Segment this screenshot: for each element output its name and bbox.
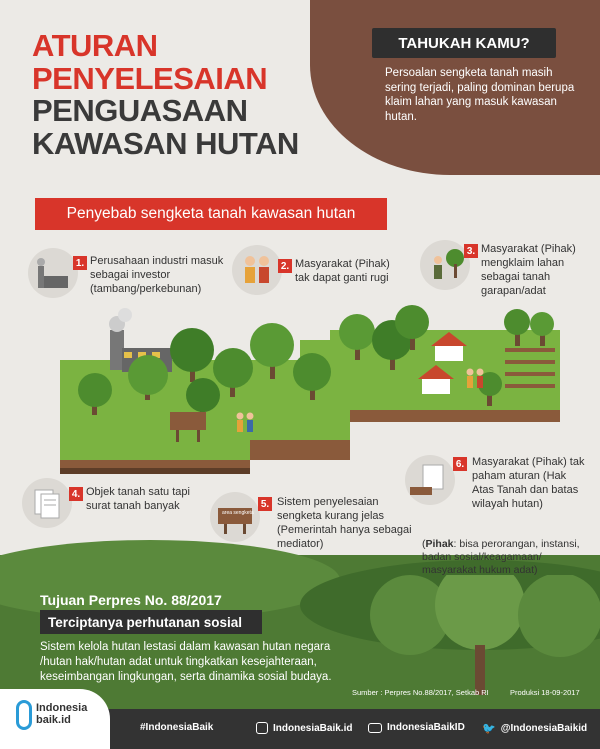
- goal-title: Tujuan Perpres No. 88/2017: [40, 592, 222, 608]
- cause-4-number: 4.: [69, 487, 83, 501]
- cause-2-text: Masyarakat (Pihak) tak dapat ganti rugi: [295, 258, 390, 285]
- cause-1-number: 1.: [73, 256, 87, 270]
- causes-banner: Penyebab sengketa tanah kawasan hutan: [35, 198, 387, 230]
- cause-2-number: 2.: [278, 259, 292, 273]
- title-line-2: PENYELESAIAN: [32, 60, 268, 96]
- document-icon: [22, 478, 72, 528]
- footer-hashtag[interactable]: #IndonesiaBaik: [140, 722, 214, 733]
- cause-4-text: Objek tanah satu tapi surat tanah banyak: [86, 486, 190, 513]
- page-title: [32, 30, 299, 160]
- regulation-icon: [405, 455, 455, 505]
- title-line-3: PENGUASAAN: [32, 93, 248, 129]
- dispute-sign-label: area sengketa: [222, 510, 254, 516]
- trees-illustration: [360, 575, 600, 695]
- pihak-note: (Pihak: bisa perorangan, instansi, badan sosial/keagamaan/ masyarakat hukum adat): [422, 538, 580, 577]
- farmer-icon: [420, 240, 470, 290]
- forest-landscape-illustration: [50, 300, 570, 480]
- production-date: Produksi 18-09-2017: [510, 688, 580, 697]
- cause-6-number: 6.: [453, 457, 467, 471]
- did-you-know-heading: TAHUKAH KAMU?: [372, 28, 556, 58]
- title-line-4: KAWASAN HUTAN: [32, 125, 299, 161]
- source-note: Sumber : Perpres No.88/2017, Setkab RI: [352, 688, 489, 697]
- cause-5-text: Sistem penyelesaian sengketa kurang jelas (Pemerintah hanya sebagai mediator): [277, 496, 412, 551]
- people-icon: [232, 245, 282, 295]
- cause-3-text: Masyarakat (Pihak) mengklaim lahan sebagai tanah garapan/adat: [481, 243, 576, 298]
- instagram-icon: [256, 722, 268, 734]
- footer-youtube[interactable]: IndonesiaBaikID: [368, 722, 465, 733]
- goal-description: Sistem kelola hutan lestasi dalam kawasan hutan negara /hutan hak/hutan adat untuk tingkatkan kesejahteraan, keseimbangan lingkungan, serta dinamika sosial budaya.: [40, 641, 332, 684]
- cause-1-text: Perusahaan industri masuk sebagai investor (tambang/perkebunan): [90, 255, 224, 296]
- goal-highlight: Terciptanya perhutanan sosial: [40, 610, 262, 634]
- footer-twitter[interactable]: 🐦 @IndonesiaBaikid: [482, 723, 588, 735]
- cause-5-number: 5.: [258, 497, 272, 511]
- factory-icon: [28, 248, 78, 298]
- dispute-sign-icon: [210, 492, 260, 542]
- title-line-1: ATURAN: [32, 28, 158, 63]
- youtube-icon: [368, 723, 382, 733]
- indonesiabaik-logo-icon: [16, 700, 32, 730]
- cause-6-text: Masyarakat (Pihak) tak paham aturan (Hak Atas Tanah dan batas wilayah hutan): [472, 456, 585, 511]
- indonesiabaik-logo: Indonesia baik.id: [36, 702, 88, 726]
- twitter-icon: 🐦: [482, 723, 496, 735]
- did-you-know-text: Persoalan sengketa tanah masih sering terjadi, paling dominan berupa klaim lahan yang masuk kawasan hutan.: [385, 67, 575, 124]
- cause-3-number: 3.: [464, 244, 478, 258]
- footer-instagram[interactable]: IndonesiaBaik.id: [256, 722, 352, 734]
